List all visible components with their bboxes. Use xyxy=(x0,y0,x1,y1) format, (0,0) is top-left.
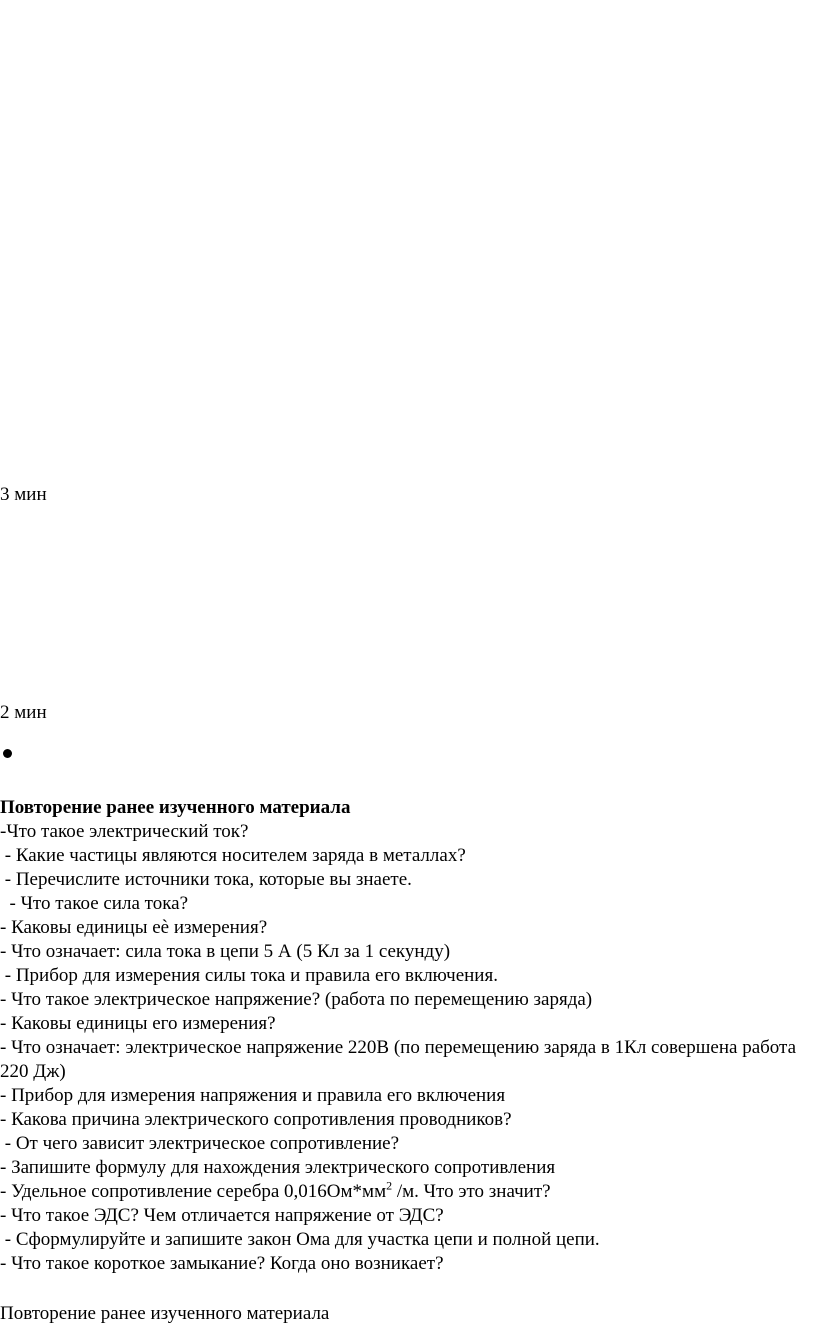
question-item: -Что такое электрический ток? xyxy=(0,821,249,842)
timing-2-min: 2 мин xyxy=(0,702,47,723)
question-item: - Что такое ЭДС? Чем отличается напряжение от ЭДС? xyxy=(0,1205,444,1226)
timing-3-min: 3 мин xyxy=(0,484,47,505)
question-item: - Какова причина электрического сопротивления проводников? xyxy=(0,1109,512,1130)
question-item: - Каковы единицы еѐ измерения? xyxy=(0,917,268,938)
question-item: - От чего зависит электрическое сопротивление? xyxy=(0,1133,400,1154)
question-item: - Прибор для измерения силы тока и правила его включения. xyxy=(0,965,498,986)
question-item: - Что такое электрическое напряжение? (работа по перемещению заряда) xyxy=(0,989,593,1010)
question-item: - Запишите формулу для нахождения электрического сопротивления xyxy=(0,1157,556,1178)
question-item: - Каковы единицы его измерения? xyxy=(0,1013,276,1034)
section-heading: Повторение ранее изученного материала xyxy=(0,797,351,818)
resistivity-superscript: 2 xyxy=(386,1178,393,1193)
question-item: - Что означает: электрическое напряжение 220В (по перемещению заряда в 1Кл совершена работа 220 Дж) xyxy=(0,1037,801,1082)
question-item: - Сформулируйте и запишите закон Ома для участка цепи и полной цепи. xyxy=(0,1229,600,1250)
resistivity-text: - Удельное сопротивление серебра 0,016Ом*мм xyxy=(0,1181,387,1202)
question-item: - Что такое сила тока? xyxy=(0,893,189,914)
question-item-resistivity xyxy=(0,1180,816,1204)
bullet-icon xyxy=(3,749,12,758)
resistivity-text-tail: /м. Что это значит? xyxy=(392,1181,551,1202)
footer-heading: Повторение ранее изученного материала xyxy=(0,1303,330,1324)
question-item: - Прибор для измерения напряжения и правила его включения xyxy=(0,1085,506,1106)
question-item: - Какие частицы являются носителем заряда в металлах? xyxy=(0,845,466,866)
question-item: - Что означает: сила тока в цепи 5 А (5 Кл за 1 секунду) xyxy=(0,941,451,962)
question-item: - Перечислите источники тока, которые вы знаете. xyxy=(0,869,412,890)
review-section xyxy=(0,796,816,1276)
question-item: - Что такое короткое замыкание? Когда оно возникает? xyxy=(0,1253,444,1274)
